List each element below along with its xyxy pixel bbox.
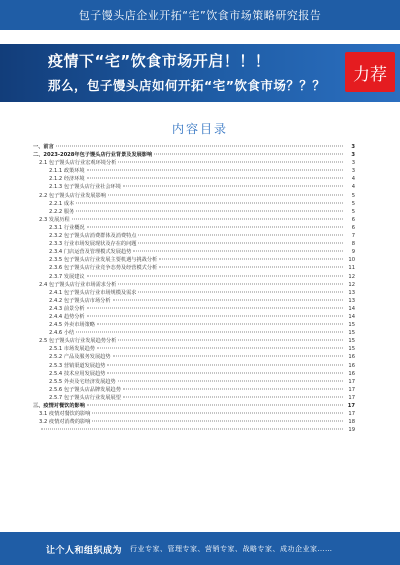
toc-entry-label: 2.4 包子馒头店行业市场需求分析 — [39, 281, 117, 288]
toc-entry-label: 2.3.4 门店运营及管理模式发展趋势 — [49, 249, 132, 256]
toc-entry[interactable] — [33, 289, 355, 297]
toc-leader-dots — [87, 405, 343, 406]
toc-entry-label: 2.3.2 包子馒头店消费群体及消费特点 — [49, 233, 137, 240]
toc-entry-page: 4 — [351, 176, 355, 183]
toc-entry-page: 11 — [348, 265, 355, 272]
toc-entry-label: 2.3 发展历程 — [39, 216, 70, 223]
toc-entry-label: 2.4.2 包子馒头店市场分析 — [49, 297, 111, 304]
toc-entry-page: 3 — [351, 160, 355, 167]
toc-entry-page: 5 — [351, 208, 355, 215]
toc-leader-dots — [76, 332, 343, 333]
toc-leader-dots — [133, 251, 343, 252]
toc-entry-page: 6 — [351, 216, 355, 223]
toc-entry-page: 12 — [348, 273, 355, 280]
toc-entry-label: 3.2 疫情对消费的影响 — [39, 419, 91, 426]
toc-leader-dots — [138, 291, 343, 292]
toc-entry[interactable] — [33, 183, 355, 191]
toc-entry-page: 14 — [348, 305, 355, 312]
toc-entry-page: 19 — [348, 427, 355, 434]
toc-entry-label: 三、疫情对餐饮的影响 — [33, 403, 85, 409]
toc-leader-dots — [159, 267, 343, 268]
toc-entry-label: 2.5.1 市场发展趋势 — [49, 346, 95, 353]
toc-entry[interactable] — [33, 256, 355, 264]
toc-entry-page: 15 — [348, 346, 355, 353]
toc-entry-page: 9 — [351, 249, 355, 256]
toc-leader-dots — [87, 275, 343, 276]
report-header-title: 包子馒头店企业开拓“宅”饮食市场策略研究报告 — [78, 9, 322, 22]
toc-leader-dots — [113, 299, 343, 300]
toc-leader-dots — [87, 178, 343, 179]
toc-entry[interactable] — [33, 426, 355, 434]
toc-leader-dots — [123, 186, 343, 187]
footer-bar — [0, 532, 400, 565]
toc-entry[interactable] — [33, 362, 355, 370]
toc-entry-label: 2.2 包子馒头店行业发展影响 — [39, 192, 106, 199]
toc-entry-label: 2.1.1 政策环境 — [49, 168, 85, 175]
toc-entry-label: 2.3.1 行业概况 — [49, 224, 85, 231]
hero-banner — [0, 44, 400, 102]
toc-entry[interactable] — [33, 297, 355, 305]
toc-entry[interactable] — [33, 281, 355, 289]
toc-leader-dots — [97, 324, 343, 325]
footer-tagline: 行业专家、管理专家、营销专家、战略专家、成功企业家…… — [130, 545, 333, 553]
toc-entry-page: 12 — [348, 281, 355, 288]
toc-entry-page: 5 — [351, 192, 355, 199]
toc-entry-label: 2.4.3 前景分析 — [49, 305, 85, 312]
toc-leader-dots — [76, 210, 343, 211]
toc-leader-dots — [72, 218, 343, 219]
toc-entry-page: 17 — [347, 403, 355, 409]
toc-leader-dots — [118, 340, 343, 341]
toc-leader-dots — [138, 235, 343, 236]
toc-leader-dots — [97, 348, 343, 349]
toc-entry-page: 5 — [351, 200, 355, 207]
toc-entry[interactable] — [33, 151, 355, 159]
toc-entry-page: 16 — [348, 370, 355, 377]
toc-entry-label: 2.5.6 包子馒头店品牌发展趋势 — [49, 386, 121, 393]
toc-leader-dots — [87, 226, 343, 227]
toc-entry-label: 2.5.7 包子馒头店行业发展展望 — [49, 394, 121, 401]
toc-leader-dots — [118, 380, 343, 381]
toc-entry-label: 2.4.1 包子馒头店行业市场规模及需求 — [49, 289, 137, 296]
toc-leader-dots — [107, 364, 343, 365]
toc-leader-dots — [154, 154, 343, 155]
toc-heading: 内容目录 — [171, 122, 228, 136]
toc-leader-dots — [118, 162, 343, 163]
toc-entry-label: 2.3.7 发展建议 — [49, 273, 85, 280]
toc-entry[interactable] — [33, 410, 355, 418]
toc-leader-dots — [87, 315, 343, 316]
toc-entry-page: 17 — [348, 378, 355, 385]
report-header-bar — [0, 0, 400, 30]
toc-entry[interactable] — [33, 394, 355, 402]
toc-entry-page: 18 — [348, 419, 355, 426]
toc-entry[interactable] — [33, 402, 355, 410]
hero-headline: 疫情下“宅”饮食市场开启！！！ — [48, 52, 271, 70]
toc-entry[interactable] — [33, 264, 355, 272]
toc-leader-dots — [87, 170, 343, 171]
toc-entry[interactable] — [33, 418, 355, 426]
toc-entry-label: 2.1 包子馒头店行业宏观环境分析 — [39, 160, 117, 167]
toc-entry-label: 2.1.2 经济环境 — [49, 176, 85, 183]
toc-entry[interactable] — [33, 143, 355, 151]
toc-entry-page: 7 — [351, 233, 355, 240]
toc-entry[interactable] — [33, 337, 355, 345]
toc-entry[interactable] — [33, 208, 355, 216]
toc-entry-label: 2.3.6 包子馒头店行业竞争态势及经营模式分析 — [49, 265, 158, 272]
toc-entry-label: 2.4.5 外卖市场策略 — [49, 322, 95, 329]
toc-entry[interactable] — [33, 240, 355, 248]
toc-entry-page: 4 — [351, 184, 355, 191]
toc-entry-label: 3.1 疫情对餐饮的影响 — [39, 411, 91, 418]
toc-leader-dots — [76, 202, 343, 203]
toc-entry[interactable] — [33, 224, 355, 232]
toc-entry-page: 16 — [348, 354, 355, 361]
toc-leader-dots — [56, 146, 343, 147]
toc-leader-dots — [159, 259, 343, 260]
toc-entry-page: 15 — [348, 338, 355, 345]
toc-entry-label: 2.2.1 成本 — [49, 200, 75, 207]
toc-entry[interactable] — [33, 321, 355, 329]
toc-leader-dots — [138, 243, 343, 244]
toc-entry[interactable] — [33, 159, 355, 167]
toc-leader-dots — [41, 429, 343, 430]
toc-entry-page: 10 — [348, 257, 355, 264]
toc-entry[interactable] — [33, 273, 355, 281]
toc-entry[interactable] — [33, 353, 355, 361]
toc-entry-label: 2.5.4 技术应用发展趋势 — [49, 370, 106, 377]
toc-entry-label: 2.5.3 营销渠道发展趋势 — [49, 362, 106, 369]
toc-leader-dots — [92, 421, 343, 422]
toc-entry[interactable] — [33, 232, 355, 240]
toc-entry-page: 15 — [348, 322, 355, 329]
toc-entry-page: 3 — [351, 144, 355, 150]
toc-leader-dots — [123, 388, 343, 389]
toc-entry-page: 13 — [348, 297, 355, 304]
toc-entry[interactable] — [33, 175, 355, 183]
toc-entry[interactable] — [33, 370, 355, 378]
toc-entry[interactable] — [33, 345, 355, 353]
recommend-stamp — [345, 52, 395, 92]
toc-entry-label: 二、2023-2028年包子馒头店行业背景及发展影响 — [33, 152, 153, 159]
toc-entry[interactable] — [33, 378, 355, 386]
toc-entry[interactable] — [33, 248, 355, 256]
toc-entry-label: 2.4.4 趋势分析 — [49, 313, 85, 320]
toc-leader-dots — [108, 194, 343, 195]
toc-entry-page: 17 — [348, 394, 355, 401]
toc-entry-page: 14 — [348, 313, 355, 320]
toc-entry-label: 2.3.5 包子馒头店行业发展主要机遇与挑战分析 — [49, 257, 158, 264]
recommend-stamp-text: 力荐 — [353, 64, 387, 85]
toc-entry-label: 2.1.3 包子馒头店行业社会环境 — [49, 184, 121, 191]
toc-entry-page: 8 — [351, 241, 355, 248]
toc-leader-dots — [107, 372, 343, 373]
toc-entry[interactable] — [33, 386, 355, 394]
toc-entry[interactable] — [33, 329, 355, 337]
table-of-contents — [33, 143, 355, 434]
toc-entry[interactable] — [33, 313, 355, 321]
toc-entry-page: 15 — [348, 330, 355, 337]
hero-subheadline: 那么，包子馒头店如何开拓“宅”饮食市场？？？ — [48, 78, 326, 93]
toc-entry-page: 6 — [351, 224, 355, 231]
toc-entry-label: 2.5.5 外卖及宅经济发展趋势 — [49, 378, 116, 385]
toc-entry-page: 3 — [351, 168, 355, 175]
toc-entry[interactable] — [33, 216, 355, 224]
toc-entry-label: 一、前言 — [33, 144, 54, 150]
toc-leader-dots — [92, 413, 343, 414]
toc-entry-page: 17 — [348, 411, 355, 418]
toc-entry-label: 2.4.6 小结 — [49, 330, 75, 337]
toc-entry-label: 2.2.2 服务 — [49, 208, 75, 215]
toc-entry[interactable] — [33, 305, 355, 313]
toc-entry-page: 3 — [351, 152, 355, 159]
toc-entry[interactable] — [33, 192, 355, 200]
toc-entry[interactable] — [33, 167, 355, 175]
toc-leader-dots — [87, 307, 343, 308]
toc-entry-label: 2.5.2 产品及服务发展趋势 — [49, 354, 111, 361]
toc-entry-label: 2.5 包子馒头店行业发展趋势分析 — [39, 338, 117, 345]
toc-leader-dots — [118, 283, 343, 284]
footer-slogan: 让个人和组织成为 — [46, 546, 123, 556]
toc-entry-page: 17 — [348, 386, 355, 393]
toc-leader-dots — [123, 396, 343, 397]
toc-entry-page: 13 — [348, 289, 355, 296]
toc-entry-label: 2.3.3 行业市场发展现状及存在的问题 — [49, 241, 137, 248]
toc-leader-dots — [113, 356, 343, 357]
toc-entry[interactable] — [33, 200, 355, 208]
toc-entry-page: 16 — [348, 362, 355, 369]
